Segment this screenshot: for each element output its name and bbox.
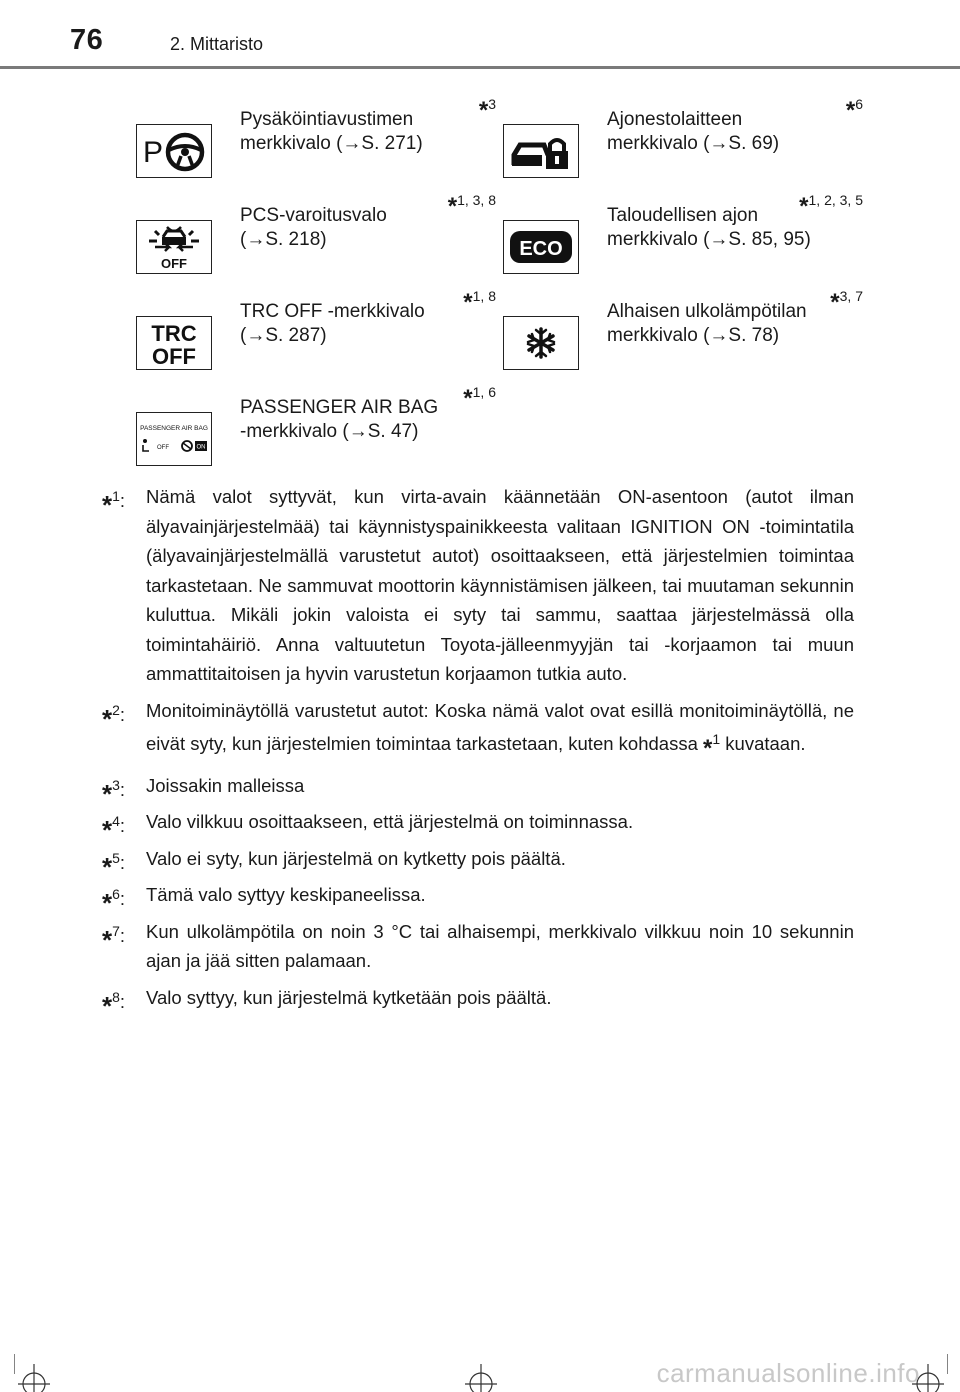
indicator-description: Pysäköintiavustimen merkkivalo (→S. 271) — [240, 109, 423, 154]
eco-icon — [503, 220, 579, 274]
indicator-description: Taloudellisen ajon merkkivalo (→S. 85, 95) — [607, 205, 811, 250]
indicator-description: TRC OFF -merkkivalo (→S. 287) — [240, 301, 425, 346]
svg-text:ECO: ECO — [519, 238, 563, 260]
indicator-description: Alhaisen ulkolämpötilan merkkivalo (→S. 78) — [607, 301, 807, 346]
footnote-7: *$^7$: Kun ulkolämpötila on noin 3 °C tai alhaisempi, merkkivalo vilkkuu noin 10 sekunnin ajan ja jää sitten palamaan. — [102, 920, 854, 971]
footnote-8: *$^8$: Valo syttyy, kun järjestelmä kytketään pois päältä. — [102, 986, 552, 1021]
footnote-mark: *3, 7 — [830, 288, 863, 316]
passenger-airbag-icon — [136, 412, 212, 466]
svg-text:OFF: OFF — [161, 256, 187, 271]
svg-text:OFF: OFF — [157, 445, 169, 451]
svg-text:PASSENGER AIR BAG: PASSENGER AIR BAG — [140, 425, 208, 432]
crop-mark-icon — [461, 1344, 501, 1392]
footnote-3: *$^3$: Joissakin malleissa — [102, 774, 305, 809]
footnote-2: *$^2$: Monitoiminäytöllä varustetut autot: Koska nämä valot ovat esillä monitoiminäytöllä, ne eivät syty, kun järjestelmien toimintaa tarkastetaan, kuten kohdassa *$^1$ kuvataan. — [102, 699, 854, 762]
snowflake-icon — [503, 316, 579, 370]
footnote-mark: *3 — [478, 96, 496, 124]
footnote-5: *$^5$: Valo ei syty, kun järjestelmä on kytketty pois päältä. — [102, 847, 566, 882]
footnote-6: *$^6$: Tämä valo syttyy keskipaneelissa. — [102, 884, 426, 918]
crop-mark-icon — [14, 1344, 54, 1392]
chapter-title: 2. Mittaristo — [170, 34, 264, 54]
footnote-mark: *1, 2, 3, 5 — [799, 192, 863, 220]
indicator-description: PCS-varoitusvalo (→S. 218) — [240, 205, 387, 250]
indicator-passenger-airbag — [136, 384, 496, 480]
footnote-4: *$^4$: Valo vilkkuu osoittaakseen, että järjestelmä on toiminnassa. — [102, 811, 634, 845]
page-number: 76 — [70, 24, 104, 56]
svg-text:ON: ON — [196, 444, 206, 451]
footnote-1: *$^1$: Nämä valot syttyvät, kun virta-avain käännetään ON-asentoon (autot ilman älyavainjärjestelmää) tai käynnistyspainikkeesta valitaan IGNITION ON -toimintatila (älyavainjärjestelmällä varustetut autot) osoittaakseen, että järjestelmien toimintaa tarkastetaan. Ne sammuvat moottorin käynnistämisen jälkeen, tai muutaman sekunnin kuluttua. Mikäli jokin valoista ei syty tai sammu, saattaa järjestelmässä olla toimintahäiriö. Anna valtuutetun Toyota-jälleenmyyjän tai -korjaamon tai muun ammattitaitoisen ja hyvin varustetun korjaamon tutkia auto. — [102, 486, 854, 684]
parking-assist-icon — [136, 124, 212, 178]
svg-text:TRC: TRC — [151, 321, 197, 346]
page-header — [0, 0, 960, 70]
indicator-trc-off — [136, 288, 496, 384]
header-rule — [0, 66, 960, 69]
indicator-description: Ajonestolaitteen merkkivalo (→S. 69) — [607, 109, 780, 154]
indicator-parking-assist — [136, 96, 496, 192]
indicator-pcs-warning — [136, 192, 496, 288]
indicator-description: PASSENGER AIR BAG -merkkivalo (→S. 47) — [240, 397, 439, 442]
footnote-mark: *6 — [845, 96, 863, 124]
car-lock-icon — [503, 124, 579, 178]
footnotes — [102, 482, 854, 1019]
svg-text:P: P — [143, 136, 164, 169]
footnote-mark: *1, 3, 8 — [447, 192, 496, 220]
pcs-off-icon — [136, 220, 212, 274]
footnote-mark: *1, 6 — [463, 384, 496, 412]
indicator-eco-driving — [503, 192, 863, 288]
indicator-low-temp — [503, 288, 863, 384]
footnote-mark: *1, 8 — [463, 288, 496, 316]
indicator-immobiliser — [503, 96, 863, 192]
watermark: carmanualsonline.info — [656, 1358, 920, 1388]
trc-off-icon — [136, 316, 212, 370]
page-footer — [0, 1340, 960, 1392]
svg-text:OFF: OFF — [152, 344, 196, 369]
